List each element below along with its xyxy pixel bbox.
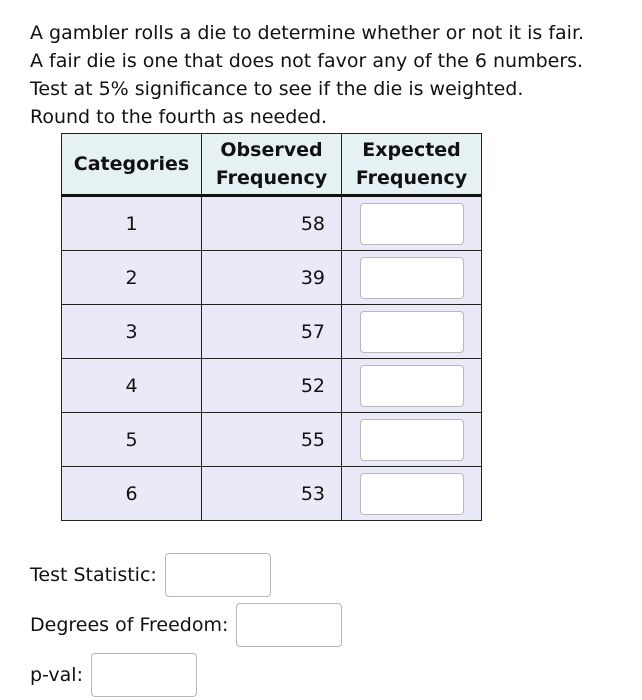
expected-cell <box>342 196 482 251</box>
header-categories-label: Categories <box>73 153 190 175</box>
prompt-line-2: A fair die is one that does not favor any of the 6 numbers. <box>30 50 584 72</box>
table-header-row <box>62 134 482 196</box>
question-prompt <box>30 19 630 131</box>
header-observed-line-1: Observed <box>220 139 323 161</box>
observed-cell: 57 <box>202 305 342 359</box>
header-categories <box>62 134 202 196</box>
prompt-line-1: A gambler rolls a die to determine whether or not it is fair. <box>30 22 585 44</box>
degrees-of-freedom-row <box>30 603 342 647</box>
observed-cell: 52 <box>202 359 342 413</box>
expected-input-6[interactable] <box>360 473 464 515</box>
test-statistic-input[interactable] <box>165 553 271 597</box>
expected-cell <box>342 251 482 305</box>
expected-input-3[interactable] <box>360 311 464 353</box>
expected-cell <box>342 305 482 359</box>
category-cell: 5 <box>62 413 202 467</box>
expected-input-2[interactable] <box>360 257 464 299</box>
table-row <box>62 413 482 467</box>
category-cell: 4 <box>62 359 202 413</box>
expected-cell <box>342 467 482 521</box>
header-observed-line-2: Frequency <box>215 167 328 189</box>
degrees-of-freedom-label: Degrees of Freedom: <box>30 614 229 636</box>
p-val-row <box>30 653 197 697</box>
table-row <box>62 467 482 521</box>
test-statistic-label: Test Statistic: <box>30 564 157 586</box>
table-row <box>62 305 482 359</box>
table-row <box>62 359 482 413</box>
observed-cell: 53 <box>202 467 342 521</box>
table-row <box>62 196 482 251</box>
test-statistic-row <box>30 553 271 597</box>
category-cell: 6 <box>62 467 202 521</box>
expected-cell <box>342 413 482 467</box>
observed-cell: 58 <box>202 196 342 251</box>
table-row <box>62 251 482 305</box>
category-cell: 3 <box>62 305 202 359</box>
category-cell: 2 <box>62 251 202 305</box>
observed-cell: 39 <box>202 251 342 305</box>
observed-cell: 55 <box>202 413 342 467</box>
header-observed-frequency <box>202 134 342 196</box>
prompt-line-4: Round to the fourth as needed. <box>30 106 328 128</box>
header-expected-frequency <box>342 134 482 196</box>
p-val-label: p-val: <box>30 664 83 686</box>
expected-input-1[interactable] <box>360 203 464 245</box>
expected-input-5[interactable] <box>360 419 464 461</box>
prompt-line-3: Test at 5% significance to see if the die is weighted. <box>30 78 524 100</box>
expected-cell <box>342 359 482 413</box>
category-cell: 1 <box>62 196 202 251</box>
expected-input-4[interactable] <box>360 365 464 407</box>
header-expected-line-2: Frequency <box>355 167 468 189</box>
frequency-table <box>61 133 482 521</box>
p-val-input[interactable] <box>91 653 197 697</box>
header-expected-line-1: Expected <box>362 139 461 161</box>
degrees-of-freedom-input[interactable] <box>236 603 342 647</box>
